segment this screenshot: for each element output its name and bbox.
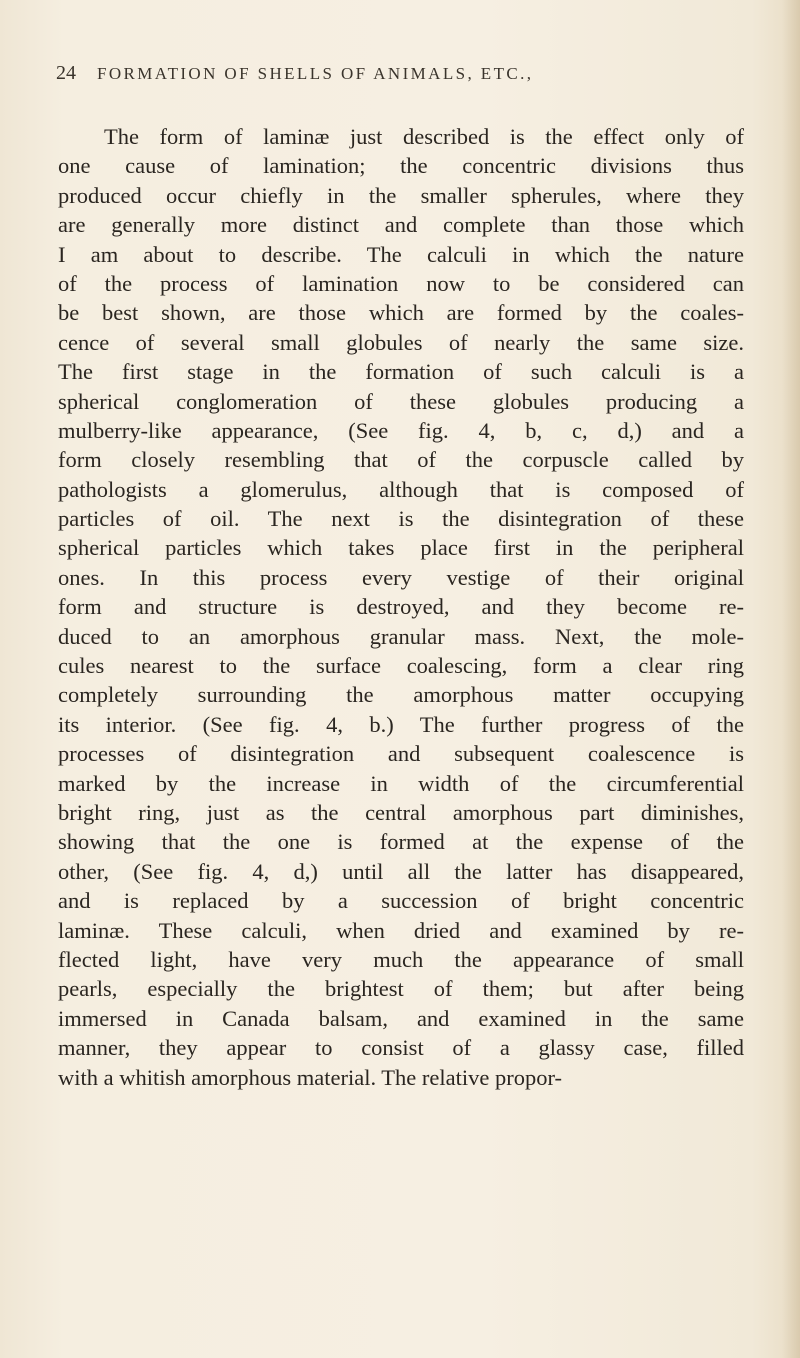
- page-edge-shadow: [782, 0, 800, 1358]
- text-line: The form of laminæ just described is the effect only of: [104, 124, 744, 149]
- text-line: cules nearest to the surface coalescing, form a clear ring: [58, 653, 744, 679]
- text-line: produced occur chiefly in the smaller spherules, where they: [58, 182, 744, 208]
- text-line: spherical particles which takes place first in the peripheral: [58, 535, 744, 561]
- text-line: other, (See fig. 4, d,) until all the latter has disappeared,: [58, 858, 744, 884]
- text-line: mulberry-like appearance, (See fig. 4, b, c, d,) and a: [58, 417, 744, 443]
- text-line: marked by the increase in width of the circumferential: [58, 770, 744, 796]
- text-line: The first stage in the formation of such calculi is a: [58, 359, 744, 385]
- text-line: pathologists a glomerulus, although that is composed of: [58, 476, 744, 502]
- running-head: FORMATION OF SHELLS OF ANIMALS, ETC.,: [97, 64, 534, 83]
- text-line: pearls, especially the brightest of them; but after being: [58, 976, 744, 1002]
- text-line: duced to an amorphous granular mass. Next, the mole-: [58, 623, 744, 649]
- text-line: completely surrounding the amorphous matter occupying: [58, 682, 744, 708]
- text-line: with a whitish amorphous material. The relative propor-: [58, 1064, 562, 1090]
- text-line: bright ring, just as the central amorphous part diminishes,: [58, 799, 744, 825]
- text-line: manner, they appear to consist of a glassy case, filled: [58, 1035, 744, 1061]
- text-line: be best shown, are those which are formed by the coales-: [58, 300, 744, 326]
- text-line: ones. In this process every vestige of their original: [58, 564, 744, 590]
- text-line: particles of oil. The next is the disintegration of these: [58, 506, 744, 532]
- text-line: showing that the one is formed at the expense of the: [58, 829, 744, 855]
- text-line: spherical conglomeration of these globules producing a: [58, 388, 744, 414]
- page-number: 24: [56, 62, 76, 84]
- text-line: form closely resembling that of the corpuscle called by: [58, 447, 744, 473]
- text-line: and is replaced by a succession of bright concentric: [58, 888, 744, 914]
- text-line: cence of several small globules of nearly the same size.: [58, 329, 744, 355]
- text-line: are generally more distinct and complete than those which: [58, 212, 744, 238]
- text-line: laminæ. These calculi, when dried and examined by re-: [58, 917, 744, 943]
- text-line: its interior. (See fig. 4, b.) The further progress of the: [58, 711, 744, 737]
- text-line: one cause of lamination; the concentric divisions thus: [58, 153, 744, 179]
- text-line: I am about to describe. The calculi in which the nature: [58, 241, 744, 267]
- text-line: of the process of lamination now to be considered can: [58, 270, 744, 296]
- text-line: flected light, have very much the appearance of small: [58, 946, 744, 972]
- text-line: form and structure is destroyed, and they become re-: [58, 594, 744, 620]
- text-line: immersed in Canada balsam, and examined in the same: [58, 1005, 744, 1031]
- text-line: processes of disintegration and subsequent coalescence is: [58, 741, 744, 767]
- body-paragraph: [58, 122, 744, 1092]
